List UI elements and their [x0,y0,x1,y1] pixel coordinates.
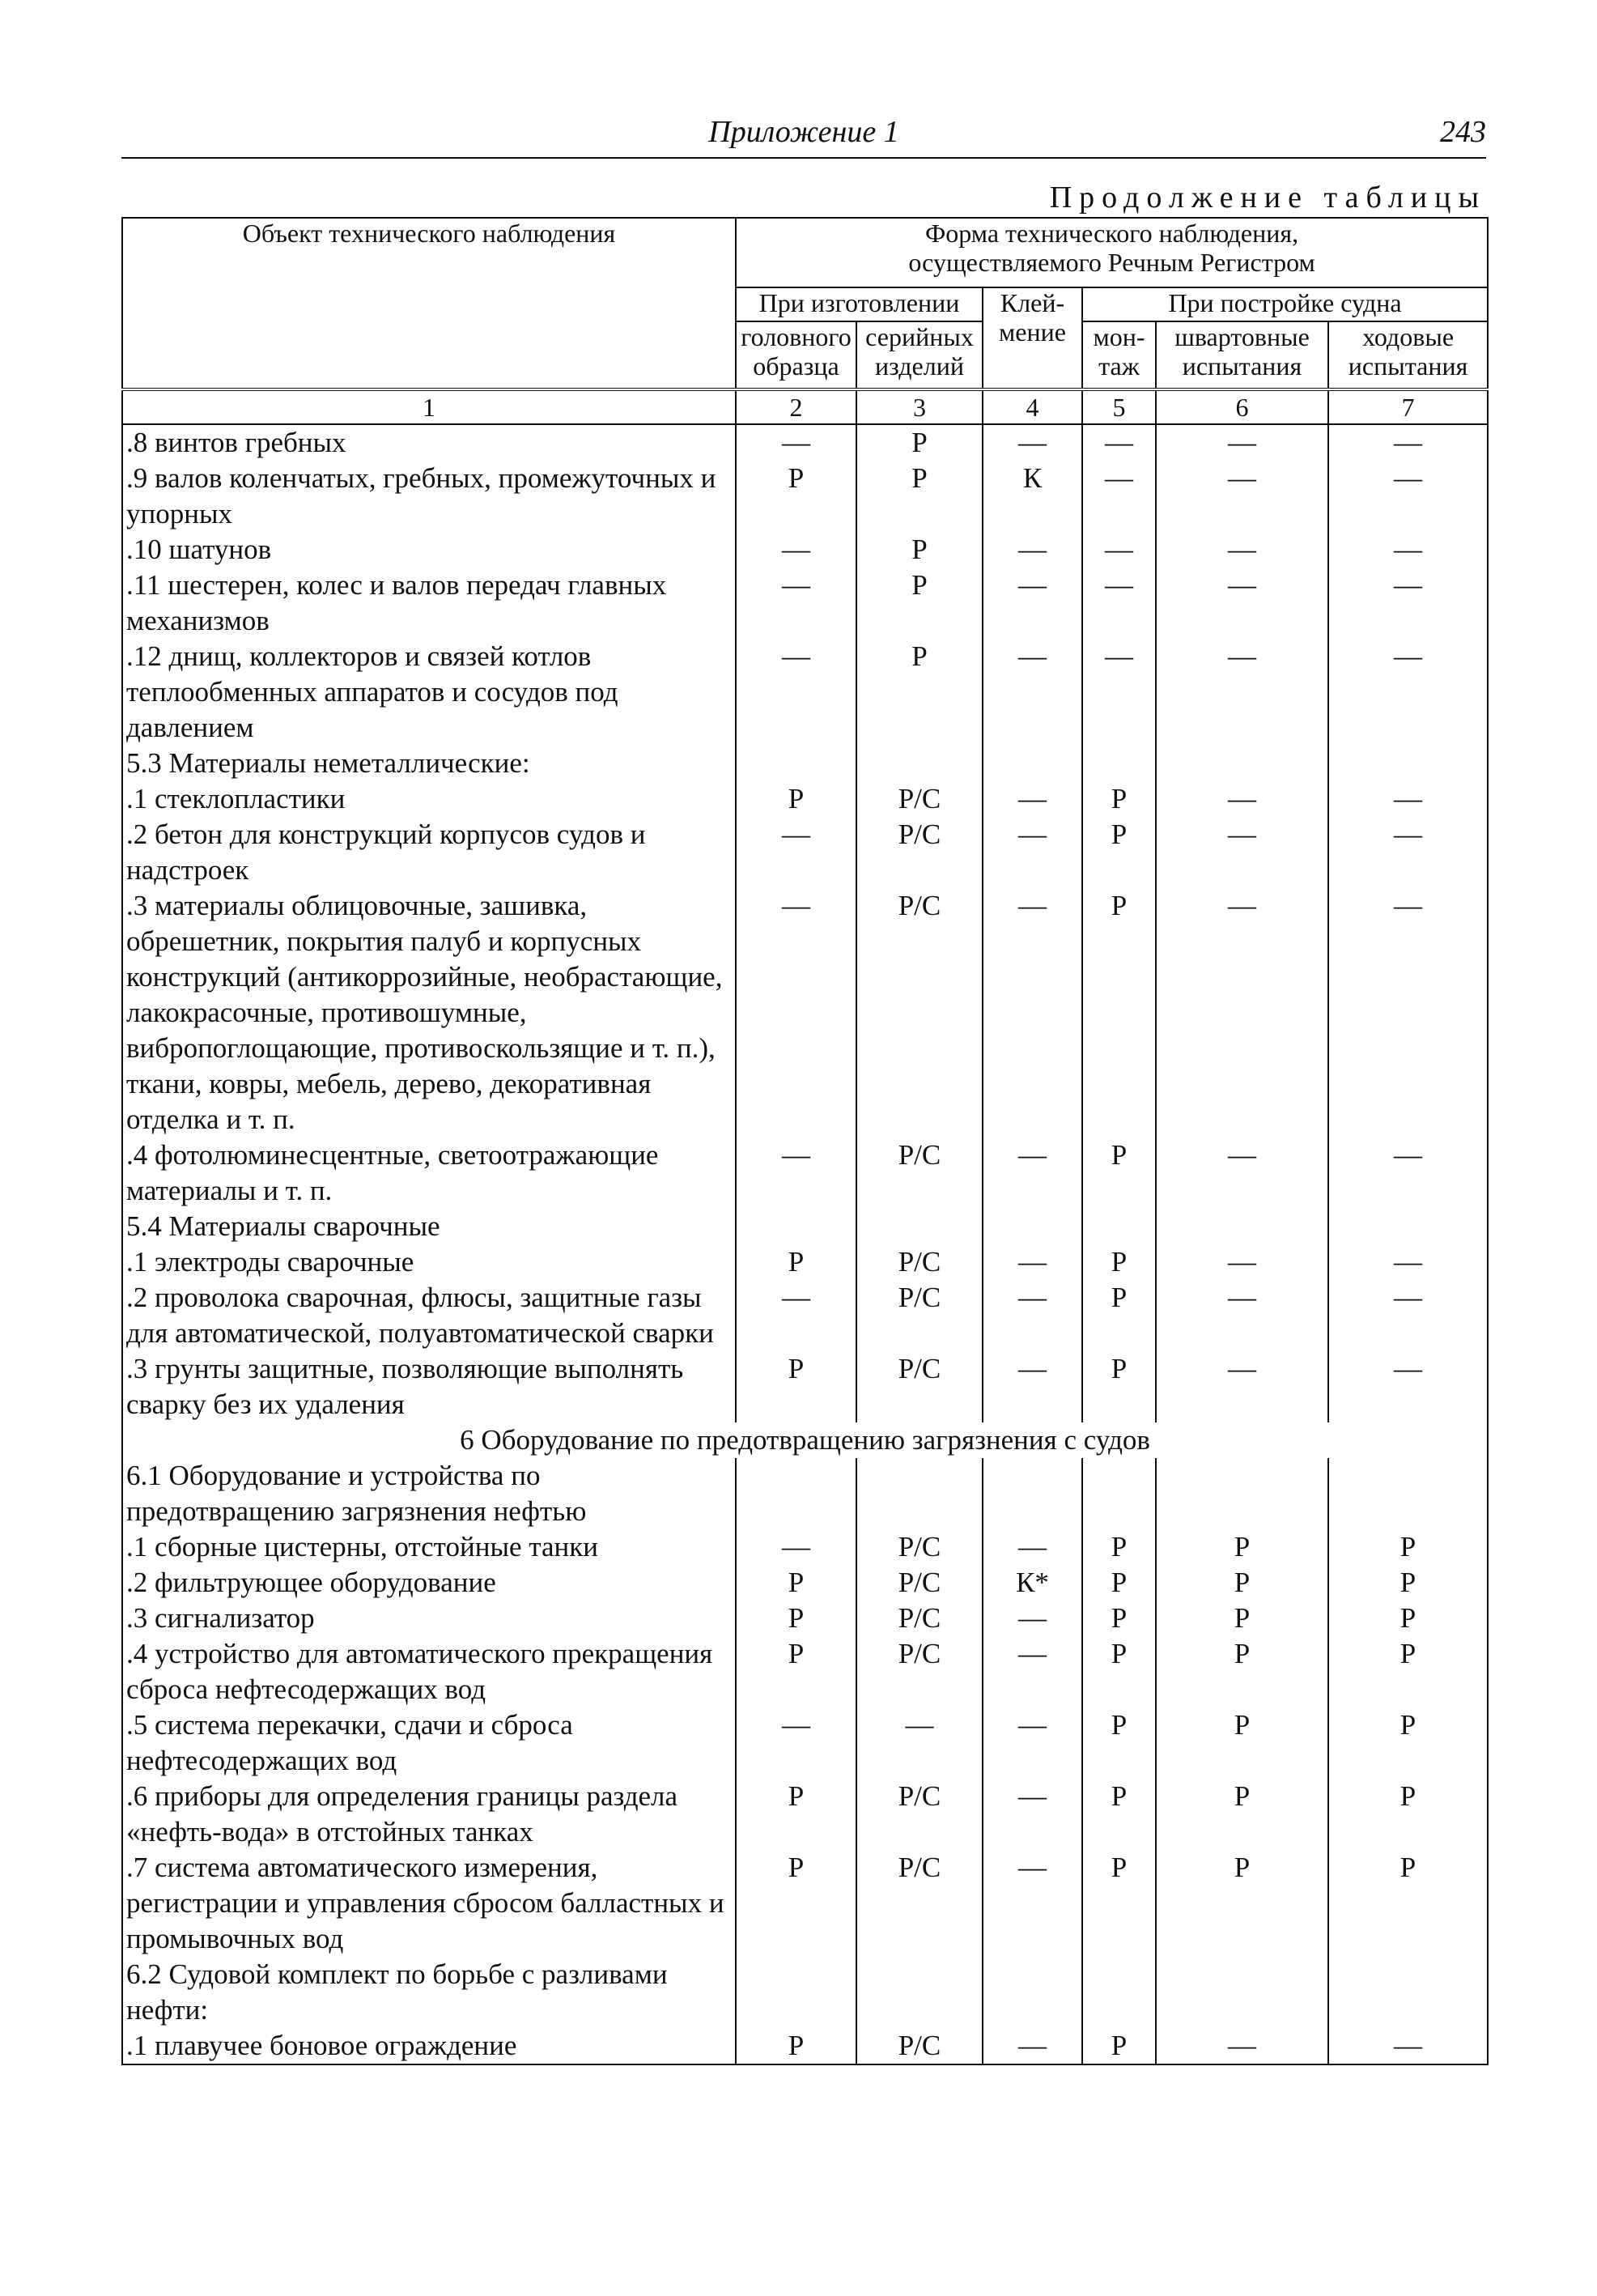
row-value-col-4: — [983,1244,1082,1280]
row-value-col-6 [1156,746,1328,781]
row-object-name: .3 сигнализатор [122,1601,736,1636]
header-branding: Клей- мение [983,287,1082,389]
row-value-col-4: — [983,1707,1082,1779]
row-value-col-3: Р/С [856,1351,983,1422]
table-row [122,1209,1488,1244]
row-value-col-7: — [1328,424,1488,461]
row-object-name: .6 приборы для определения границы раздела «нефть-вода» в отстойных танках [122,1779,736,1850]
row-value-col-4: — [983,1636,1082,1707]
header-sea-trials: ходовые испытания [1328,321,1488,389]
row-value-col-4 [983,1957,1082,2028]
row-value-col-6: — [1156,568,1328,639]
table-row [122,639,1488,746]
row-value-col-2: Р [736,1850,856,1957]
column-number: 2 [736,389,856,424]
row-value-col-3: Р/С [856,817,983,888]
row-value-col-7: Р [1328,1529,1488,1565]
row-value-col-5: Р [1082,1351,1156,1422]
row-object-name: .3 материалы облицовочные, зашивка, обрешетник, покрытия палуб и корпусных конструкций (антикоррозийные, необрастающие, лакокрасочные, противошумные, вибропоглощающие, противоскользящие и т. п.), ткани, ковры, мебель, дерево, декоративная отделка и т. п. [122,888,736,1137]
row-value-col-6: Р [1156,1850,1328,1957]
table-row [122,1458,1488,1529]
column-number: 7 [1328,389,1488,424]
row-value-col-7: — [1328,888,1488,1137]
row-value-col-6: — [1156,424,1328,461]
table-row [122,424,1488,461]
row-value-col-7: Р [1328,1636,1488,1707]
row-value-col-7: — [1328,817,1488,888]
row-value-col-6: — [1156,1351,1328,1422]
row-value-col-2: Р [736,461,856,532]
row-value-col-5 [1082,1209,1156,1244]
row-object-name: .1 плавучее боновое ограждение [122,2028,736,2064]
row-value-col-3: Р/С [856,1137,983,1209]
row-value-col-4: — [983,781,1082,817]
row-value-col-6: — [1156,1280,1328,1351]
table-body-section-5 [122,424,1488,1422]
row-value-col-4: К [983,461,1082,532]
row-value-col-7: — [1328,639,1488,746]
header-mooring-trials: швартовные испытания [1156,321,1328,389]
row-object-name: 6.2 Судовой комплект по борьбе с разливами нефти: [122,1957,736,2028]
row-value-col-4: — [983,1850,1082,1957]
row-value-col-2 [736,1957,856,2028]
row-value-col-7 [1328,1209,1488,1244]
row-value-col-5: Р [1082,1779,1156,1850]
row-value-col-3 [856,1957,983,2028]
row-value-col-3 [856,1209,983,1244]
page-number: 243 [1440,115,1486,149]
row-value-col-5: Р [1082,1601,1156,1636]
row-object-name: .4 фотолюминесцентные, светоотражающие материалы и т. п. [122,1137,736,1209]
row-value-col-4 [983,1458,1082,1529]
row-value-col-2: — [736,1280,856,1351]
row-value-col-6 [1156,1209,1328,1244]
row-value-col-3: Р/С [856,781,983,817]
row-object-name: .3 грунты защитные, позволяющие выполнять сварку без их удаления [122,1351,736,1422]
row-value-col-4: — [983,1351,1082,1422]
row-value-col-2: — [736,568,856,639]
row-value-col-3 [856,746,983,781]
row-value-col-7: — [1328,2028,1488,2064]
row-value-col-3: Р [856,568,983,639]
row-value-col-6: — [1156,2028,1328,2064]
section-6-heading: 6 Оборудование по предотвращению загрязнения с судов [122,1422,1488,1458]
row-object-name: .8 винтов гребных [122,424,736,461]
row-object-name: 5.4 Материалы сварочные [122,1209,736,1244]
row-value-col-7: — [1328,1244,1488,1280]
table-row [122,746,1488,781]
row-value-col-3: Р/С [856,888,983,1137]
running-head-title: Приложение 1 [708,115,899,149]
row-object-name: .1 сборные цистерны, отстойные танки [122,1529,736,1565]
table-row [122,1137,1488,1209]
row-value-col-4: — [983,568,1082,639]
row-value-col-5: — [1082,532,1156,568]
column-numbers-row [122,389,1488,424]
row-value-col-4: — [983,1137,1082,1209]
row-value-col-2: — [736,424,856,461]
row-value-col-3: Р/С [856,1244,983,1280]
row-value-col-3: Р [856,424,983,461]
table-row [122,1565,1488,1601]
table-row [122,1957,1488,2028]
table-row [122,568,1488,639]
row-value-col-5: — [1082,424,1156,461]
row-object-name: .10 шатунов [122,532,736,568]
row-value-col-4: — [983,817,1082,888]
table-row [122,1850,1488,1957]
header-prototype: головного образца [736,321,856,389]
row-value-col-5 [1082,746,1156,781]
observation-table [121,217,1489,2065]
row-object-name: .5 система перекачки, сдачи и сброса нефтесодержащих вод [122,1707,736,1779]
row-value-col-7: — [1328,461,1488,532]
header-serial: серийных изделий [856,321,983,389]
row-value-col-7: Р [1328,1601,1488,1636]
row-value-col-7: Р [1328,1779,1488,1850]
row-value-col-2: — [736,639,856,746]
table-row [122,532,1488,568]
table-row [122,1636,1488,1707]
row-object-name: .2 фильтрующее оборудование [122,1565,736,1601]
table-row [122,1779,1488,1850]
row-value-col-3: — [856,1707,983,1779]
table-row [122,817,1488,888]
row-value-col-4: — [983,639,1082,746]
row-object-name: .1 электроды сварочные [122,1244,736,1280]
row-value-col-2: Р [736,1601,856,1636]
row-value-col-4: К* [983,1565,1082,1601]
table-body-section-6 [122,1458,1488,2064]
row-value-col-4: — [983,424,1082,461]
row-value-col-5: Р [1082,1244,1156,1280]
row-value-col-2 [736,1458,856,1529]
row-object-name: .4 устройство для автоматического прекращения сброса нефтесодержащих вод [122,1636,736,1707]
row-value-col-5 [1082,1957,1156,2028]
row-value-col-5: — [1082,461,1156,532]
table-row [122,1707,1488,1779]
row-value-col-6: — [1156,781,1328,817]
table-row [122,1351,1488,1422]
row-value-col-5: — [1082,639,1156,746]
row-value-col-7: — [1328,781,1488,817]
row-object-name: 6.1 Оборудование и устройства по предотвращению загрязнения нефтью [122,1458,736,1529]
row-value-col-3 [856,1458,983,1529]
row-value-col-5: Р [1082,1137,1156,1209]
row-object-name: .12 днищ, коллекторов и связей котлов теплообменных аппаратов и сосудов под давлением [122,639,736,746]
table-row [122,888,1488,1137]
row-value-col-6: — [1156,461,1328,532]
row-value-col-7: — [1328,1280,1488,1351]
row-value-col-6: — [1156,639,1328,746]
row-value-col-2: Р [736,1351,856,1422]
row-value-col-5: Р [1082,2028,1156,2064]
row-value-col-6: Р [1156,1779,1328,1850]
row-object-name: .11 шестерен, колес и валов передач главных механизмов [122,568,736,639]
row-value-col-7: — [1328,1137,1488,1209]
row-value-col-4: — [983,1529,1082,1565]
row-value-col-6: — [1156,1137,1328,1209]
row-value-col-5 [1082,1458,1156,1529]
row-value-col-4: — [983,1280,1082,1351]
row-value-col-2 [736,746,856,781]
row-value-col-2: — [736,1529,856,1565]
row-value-col-5: Р [1082,817,1156,888]
row-value-col-6: — [1156,532,1328,568]
row-value-col-6: — [1156,817,1328,888]
column-number: 6 [1156,389,1328,424]
row-value-col-3: Р [856,532,983,568]
row-value-col-6: Р [1156,1707,1328,1779]
row-value-col-5: Р [1082,1636,1156,1707]
row-value-col-6 [1156,1458,1328,1529]
header-mounting: мон- таж [1082,321,1156,389]
row-value-col-4: — [983,1601,1082,1636]
row-value-col-2: Р [736,1636,856,1707]
row-value-col-7: — [1328,1351,1488,1422]
row-value-col-3: Р/С [856,1529,983,1565]
row-value-col-7: — [1328,568,1488,639]
row-value-col-2: — [736,888,856,1137]
row-object-name: 5.3 Материалы неметаллические: [122,746,736,781]
table-row [122,1529,1488,1565]
row-value-col-5: Р [1082,1707,1156,1779]
row-object-name: .9 валов коленчатых, гребных, промежуточных и упорных [122,461,736,532]
row-value-col-2: — [736,1707,856,1779]
table-row [122,1601,1488,1636]
row-value-col-3: Р [856,639,983,746]
row-value-col-5: Р [1082,1529,1156,1565]
table-row [122,1244,1488,1280]
row-value-col-3: Р/С [856,1601,983,1636]
row-value-col-2: — [736,532,856,568]
row-object-name: .2 бетон для конструкций корпусов судов и надстроек [122,817,736,888]
table-row [122,461,1488,532]
row-value-col-2: Р [736,1565,856,1601]
column-number: 5 [1082,389,1156,424]
row-value-col-6 [1156,1957,1328,2028]
row-value-col-6: — [1156,1244,1328,1280]
column-number: 4 [983,389,1082,424]
table-row [122,2028,1488,2064]
column-number: 1 [122,389,736,424]
row-value-col-4: — [983,532,1082,568]
row-value-col-5: Р [1082,888,1156,1137]
row-value-col-7: Р [1328,1565,1488,1601]
row-value-col-3: Р/С [856,1850,983,1957]
row-value-col-6: Р [1156,1601,1328,1636]
row-value-col-2: Р [736,1244,856,1280]
row-value-col-3: Р/С [856,1280,983,1351]
row-value-col-3: Р [856,461,983,532]
row-value-col-6: — [1156,888,1328,1137]
row-object-name: .1 стеклопластики [122,781,736,817]
row-value-col-4: — [983,1779,1082,1850]
row-value-col-5: Р [1082,1565,1156,1601]
row-value-col-4 [983,746,1082,781]
row-value-col-7 [1328,1957,1488,2028]
row-value-col-4: — [983,2028,1082,2064]
row-value-col-7 [1328,746,1488,781]
row-value-col-3: Р/С [856,1565,983,1601]
table-row [122,1280,1488,1351]
row-value-col-3: Р/С [856,1779,983,1850]
row-value-col-5: Р [1082,1280,1156,1351]
column-number: 3 [856,389,983,424]
row-object-name: .7 система автоматического измерения, регистрации и управления сбросом балластных и промывочных вод [122,1850,736,1957]
header-manufacture: При изготовлении [736,287,983,321]
header-construction: При постройке судна [1082,287,1488,321]
section-heading-row [122,1422,1488,1458]
row-value-col-6: Р [1156,1565,1328,1601]
row-value-col-6: Р [1156,1529,1328,1565]
row-value-col-2: — [736,817,856,888]
row-value-col-2: Р [736,2028,856,2064]
header-object-column: Объект технического наблюдения [122,218,736,389]
row-value-col-2: Р [736,781,856,817]
row-value-col-2: Р [736,1779,856,1850]
row-value-col-7 [1328,1458,1488,1529]
row-value-col-2: — [736,1137,856,1209]
row-value-col-3: Р/С [856,2028,983,2064]
row-object-name: .2 проволока сварочная, флюсы, защитные газы для автоматической, полуавтоматической сварки [122,1280,736,1351]
table-continuation-label: Продолжение таблицы [1049,181,1486,215]
row-value-col-7: Р [1328,1850,1488,1957]
table-row [122,781,1488,817]
row-value-col-2 [736,1209,856,1244]
row-value-col-4 [983,1209,1082,1244]
row-value-col-3: Р/С [856,1636,983,1707]
row-value-col-5: — [1082,568,1156,639]
running-head [121,107,1486,159]
row-value-col-5: Р [1082,1850,1156,1957]
row-value-col-7: Р [1328,1707,1488,1779]
row-value-col-7: — [1328,532,1488,568]
row-value-col-4: — [983,888,1082,1137]
row-value-col-5: Р [1082,781,1156,817]
header-form-group: Форма технического наблюдения, осуществляемого Речным Регистром [736,218,1488,287]
row-value-col-6: Р [1156,1636,1328,1707]
